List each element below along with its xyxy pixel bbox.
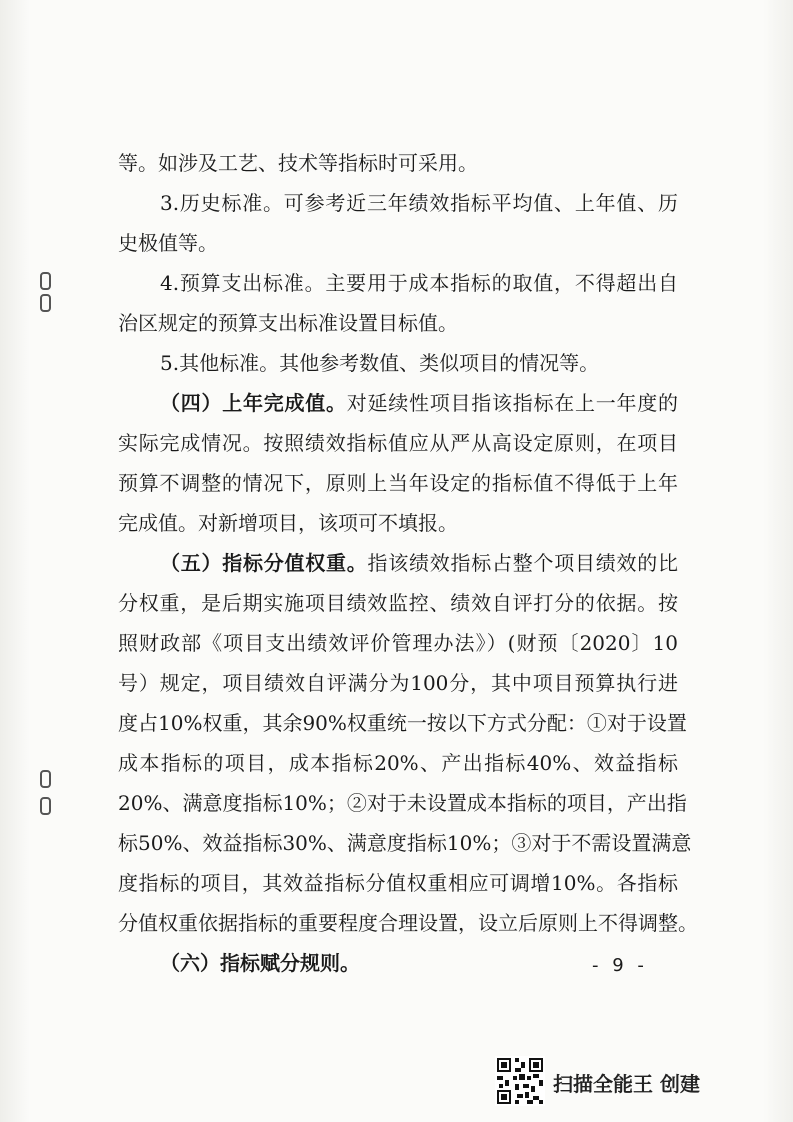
punch-hole-mark xyxy=(40,797,51,815)
text-line: 度指标的项目，其效益指标分值权重相应可调增10%。各指标 xyxy=(118,871,678,895)
text-line: 20%、满意度指标10%；②对于未设置成本指标的项目，产出指 xyxy=(118,791,687,815)
punch-hole-mark xyxy=(40,294,51,312)
text-line: 标50%、效益指标30%、满意度指标10%；③对于不需设置满意 xyxy=(118,831,692,855)
text-line: 治区规定的预算支出标准设置目标值。 xyxy=(118,311,458,335)
qr-code-icon xyxy=(495,1056,545,1106)
text-line: 成本指标的项目，成本指标20%、产出指标40%、效益指标 xyxy=(118,751,678,775)
text-line: 照财政部《项目支出绩效评价管理办法》）(财预〔2020〕10 xyxy=(118,631,678,655)
text-line: 号）规定，项目绩效自评满分为100分，其中项目预算执行进 xyxy=(118,671,678,695)
page-number: - 9 - xyxy=(592,955,648,976)
text-line: 分值权重依据指标的重要程度合理设置，设立后原则上不得调整。 xyxy=(118,911,698,935)
section-heading: （五）指标分值权重。 xyxy=(160,551,368,575)
text-line: 分权重，是后期实施项目绩效监控、绩效自评打分的依据。按 xyxy=(118,591,678,615)
text-line: （五）指标分值权重。指该绩效指标占整个项目绩效的比 xyxy=(160,551,678,575)
punch-hole-mark xyxy=(40,770,51,788)
text-line: 预算不调整的情况下，原则上当年设定的指标值不得低于上年 xyxy=(118,471,678,495)
text-line: 完成值。对新增项目，该项可不填报。 xyxy=(118,511,458,535)
text-line: 5.其他标准。其他参考数值、类似项目的情况等。 xyxy=(160,351,600,375)
punch-hole-mark xyxy=(40,272,51,290)
watermark-label: 扫描全能王 创建 xyxy=(553,1072,700,1096)
scanner-watermark xyxy=(495,1056,755,1114)
text-line: 等。如涉及工艺、技术等指标时可采用。 xyxy=(118,151,478,175)
section-heading: （四）上年完成值。 xyxy=(160,391,347,415)
text-line: 4.预算支出标准。主要用于成本指标的取值，不得超出自 xyxy=(160,271,678,295)
text-line: 实际完成情况。按照绩效指标值应从严从高设定原则，在项目 xyxy=(118,431,678,455)
text-line: （四）上年完成值。对延续性项目指该指标在上一年度的 xyxy=(160,391,678,415)
text-line: 3.历史标准。可参考近三年绩效指标平均值、上年值、历 xyxy=(160,191,678,215)
section-heading: （六）指标赋分规则。 xyxy=(160,951,360,975)
text-line: 度占10%权重，其余90%权重统一按以下方式分配：①对于设置 xyxy=(118,711,687,735)
text-line: 史极值等。 xyxy=(118,231,218,255)
